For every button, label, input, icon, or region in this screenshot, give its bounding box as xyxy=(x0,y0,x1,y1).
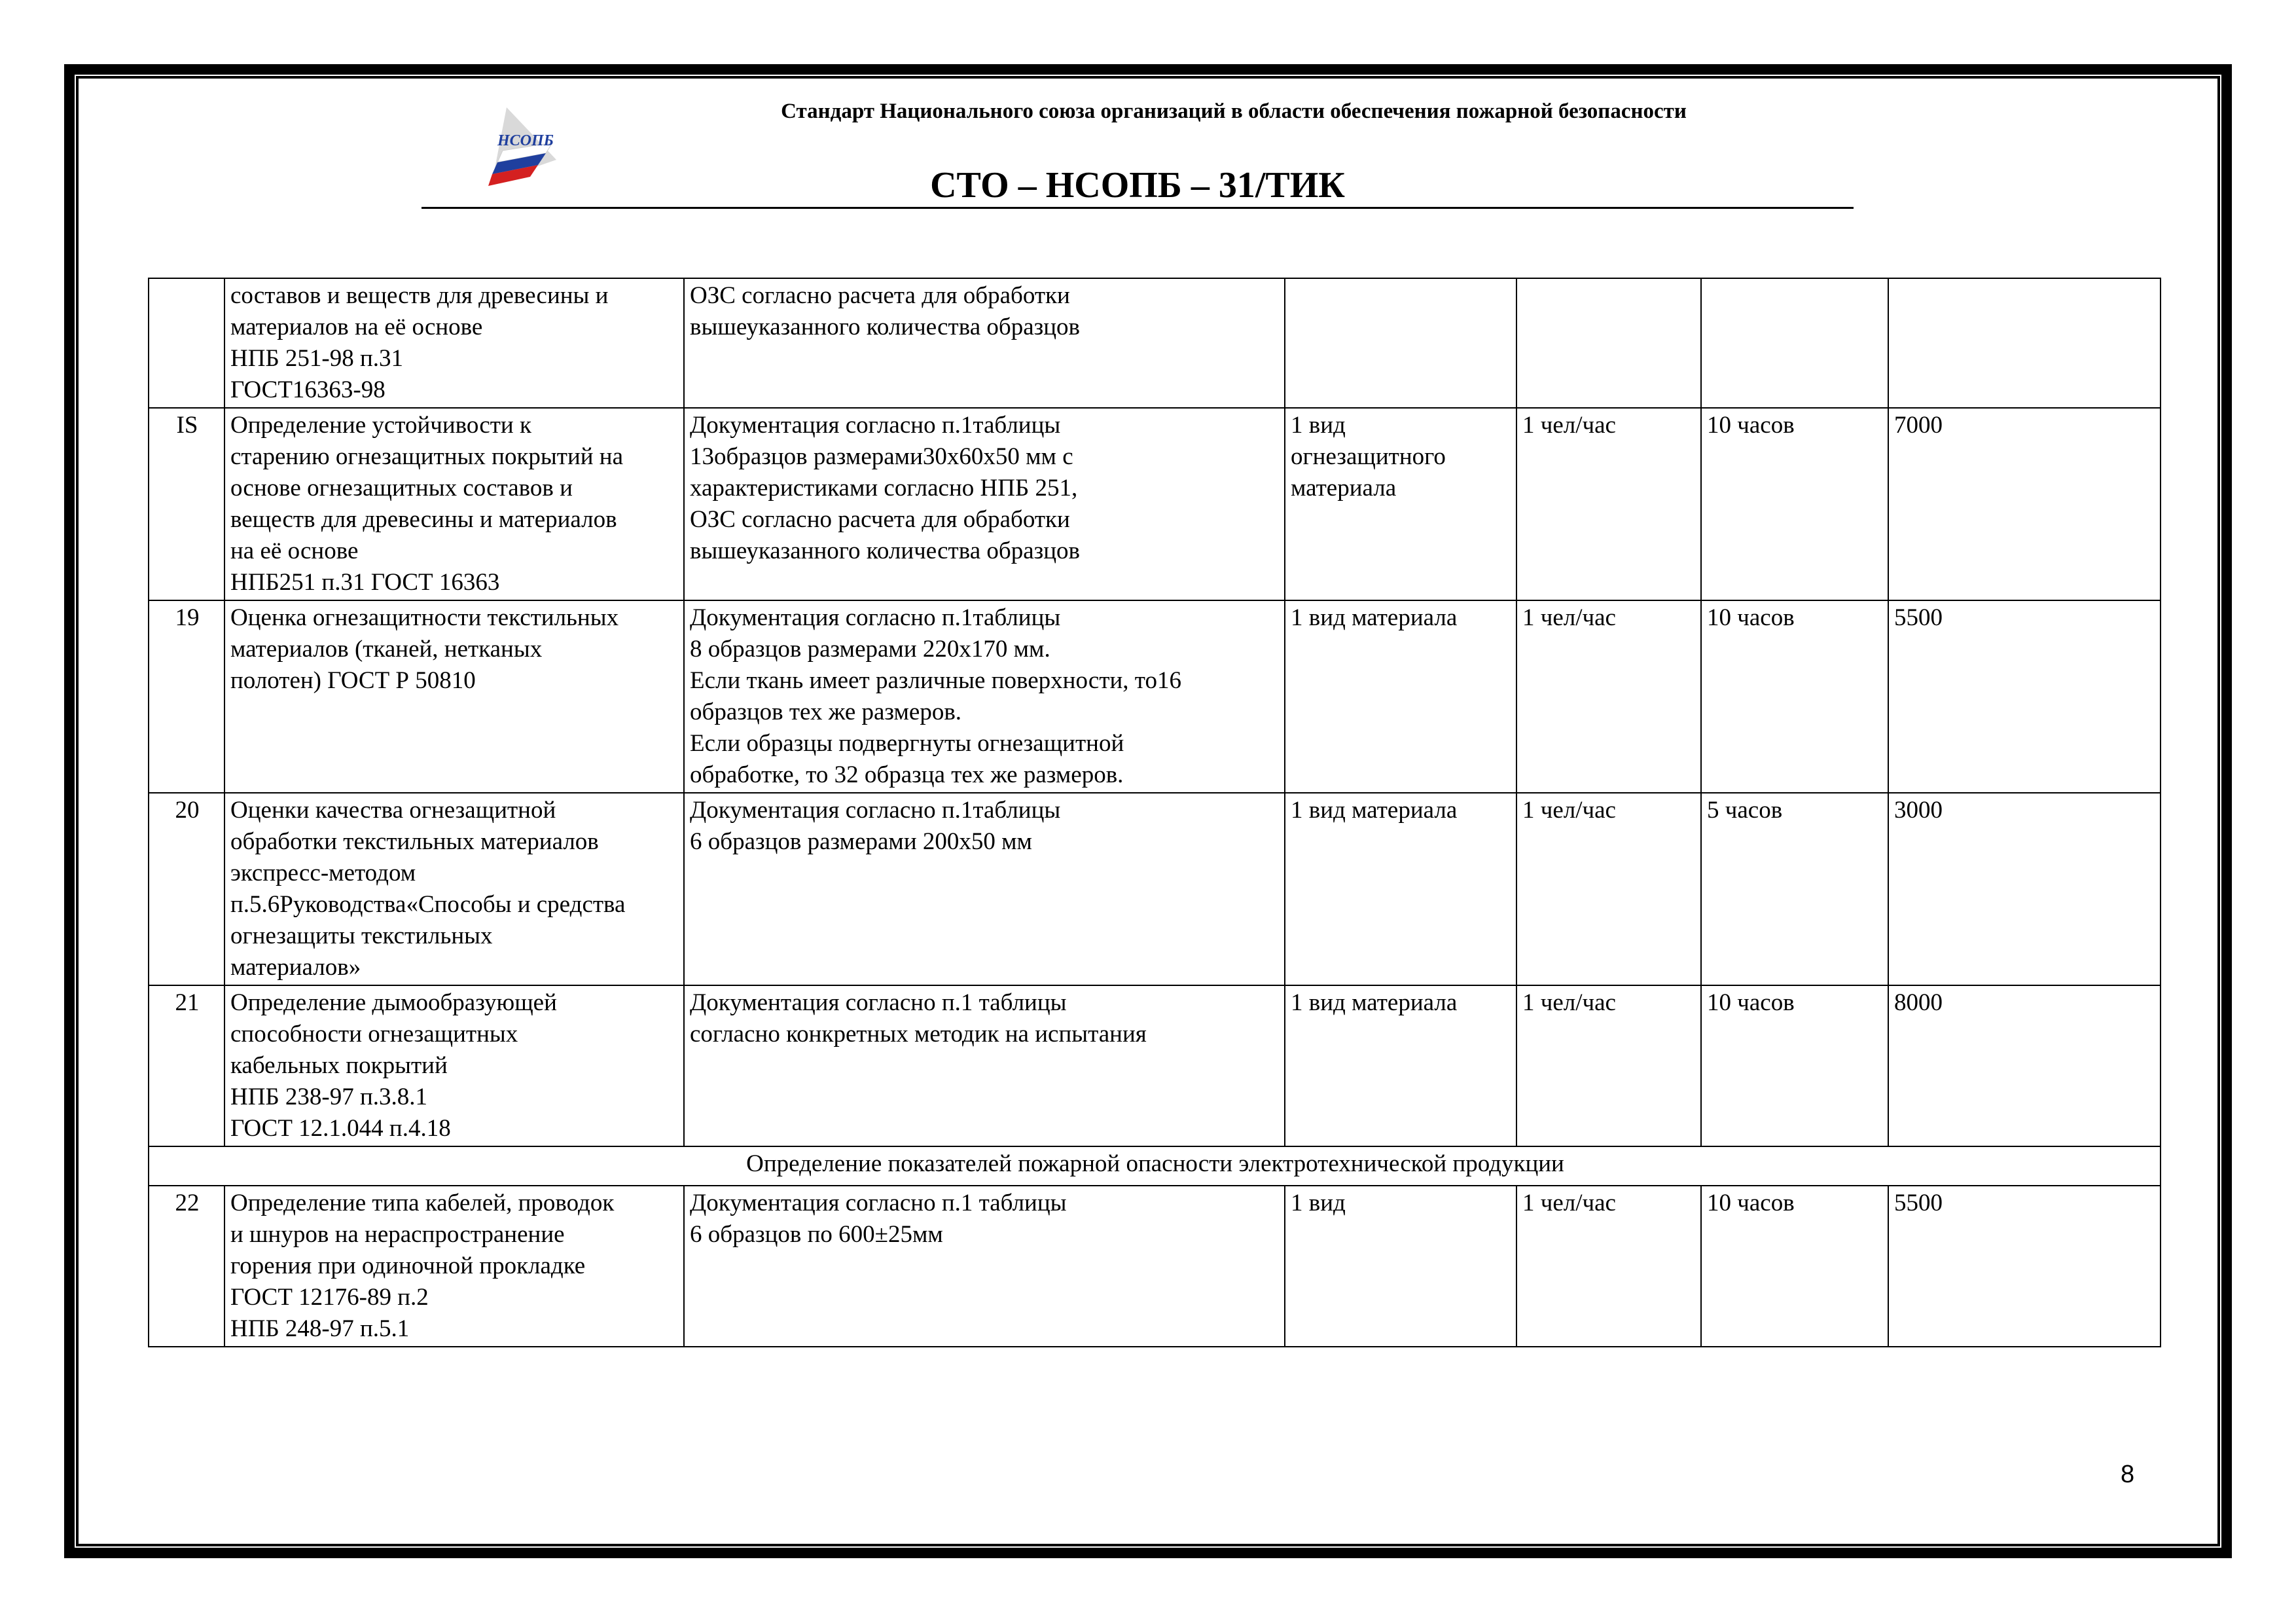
unit-cell xyxy=(1285,1186,1516,1347)
test-name-cell-line: горения при одиночной прокладке xyxy=(230,1252,586,1279)
price-cell: 5500 xyxy=(1888,600,2161,793)
labor-cell: 1 чел/час xyxy=(1516,600,1701,793)
documentation-cell-line: образцов тех же размеров. xyxy=(690,699,962,725)
section-title: Определение показателей пожарной опасности электротехнической продукции xyxy=(149,1146,2161,1186)
test-name-cell-line: экспресс-методом xyxy=(230,860,416,886)
documentation-cell-line: 13образцов размерами30х60х50 мм с xyxy=(690,443,1073,470)
row-number: 19 xyxy=(149,600,224,793)
price-cell: 8000 xyxy=(1888,985,2161,1146)
documentation-cell-line: ОЗС согласно расчета для обработки xyxy=(690,506,1070,533)
test-name-cell-line: Определение дымообразующей xyxy=(230,989,557,1016)
documentation-cell-line: согласно конкретных методик на испытания xyxy=(690,1021,1147,1048)
labor-cell: 1 чел/час xyxy=(1516,985,1701,1146)
test-name-cell-line: Определение типа кабелей, проводок xyxy=(230,1190,615,1216)
test-name-cell xyxy=(224,408,684,600)
unit-cell-line: 1 вид материала xyxy=(1291,604,1458,631)
test-name-cell-line: и шнуров на нераспространение xyxy=(230,1221,565,1248)
test-name-cell-line: веществ для древесины и материалов xyxy=(230,506,617,533)
test-name-cell-line: Оценка огнезащитности текстильных xyxy=(230,604,619,631)
test-name-cell-line: НПБ 251-98 п.31 xyxy=(230,345,404,372)
test-name-cell-line: огнезащиты текстильных xyxy=(230,922,493,949)
price-cell: 3000 xyxy=(1888,793,2161,985)
test-name-cell xyxy=(224,600,684,793)
price-cell: 7000 xyxy=(1888,408,2161,600)
row-number xyxy=(149,278,224,408)
documentation-cell-line: Документация согласно п.1 таблицы xyxy=(690,1190,1067,1216)
test-name-cell-line: ГОСТ 12.1.044 п.4.18 xyxy=(230,1115,451,1142)
logo-text: НСОПБ xyxy=(497,132,554,149)
price-cell: 5500 xyxy=(1888,1186,2161,1347)
price-cell xyxy=(1888,278,2161,408)
unit-cell xyxy=(1285,278,1516,408)
documentation-cell-line: обработке, то 32 образца тех же размеров. xyxy=(690,761,1124,788)
unit-cell-line: 1 вид xyxy=(1291,412,1346,439)
test-name-cell-line: полотен) ГОСТ Р 50810 xyxy=(230,667,476,694)
section-header-row xyxy=(149,1146,2161,1186)
duration-cell: 10 часов xyxy=(1701,600,1888,793)
unit-cell-line: 1 вид материала xyxy=(1291,989,1458,1016)
duration-cell xyxy=(1701,278,1888,408)
labor-cell: 1 чел/час xyxy=(1516,793,1701,985)
documentation-cell-line: вышеуказанного количества образцов xyxy=(690,314,1081,340)
documentation-cell-line: 6 образцов размерами 200х50 мм xyxy=(690,828,1032,855)
test-name-cell-line: ГОСТ16363-98 xyxy=(230,376,386,403)
test-name-cell-line: материалов» xyxy=(230,954,361,981)
row-number: 20 xyxy=(149,793,224,985)
documentation-cell-line: характеристиками согласно НПБ 251, xyxy=(690,475,1078,501)
documentation-cell-line: Документация согласно п.1таблицы xyxy=(690,412,1061,439)
labor-cell: 1 чел/час xyxy=(1516,408,1701,600)
unit-cell-line: 1 вид xyxy=(1291,1190,1346,1216)
test-name-cell-line: Определение устойчивости к xyxy=(230,412,531,439)
documentation-cell-line: 6 образцов по 600±25мм xyxy=(690,1221,943,1248)
test-name-cell-line: ГОСТ 12176-89 п.2 xyxy=(230,1284,429,1311)
test-name-cell-line: Оценки качества огнезащитной xyxy=(230,797,556,824)
documentation-cell-line: Если образцы подвергнуты огнезащитной xyxy=(690,730,1124,757)
header-divider xyxy=(422,207,1854,209)
labor-cell: 1 чел/час xyxy=(1516,1186,1701,1347)
documentation-cell xyxy=(684,793,1285,985)
unit-cell-line: материала xyxy=(1291,475,1397,501)
documentation-cell xyxy=(684,408,1285,600)
test-name-cell xyxy=(224,278,684,408)
documentation-cell-line: Если ткань имеет различные поверхности, то16 xyxy=(690,667,1181,694)
labor-cell xyxy=(1516,278,1701,408)
test-name-cell xyxy=(224,985,684,1146)
unit-cell xyxy=(1285,600,1516,793)
documentation-cell xyxy=(684,1186,1285,1347)
documentation-cell-line: Документация согласно п.1таблицы xyxy=(690,604,1061,631)
documentation-cell xyxy=(684,985,1285,1146)
table-row xyxy=(149,600,2161,793)
row-number: 22 xyxy=(149,1186,224,1347)
test-name-cell-line: материалов на её основе xyxy=(230,314,483,340)
table-row xyxy=(149,278,2161,408)
test-name-cell-line: НПБ 238-97 п.3.8.1 xyxy=(230,1084,428,1110)
test-name-cell-line: на её основе xyxy=(230,538,359,564)
documentation-cell xyxy=(684,278,1285,408)
test-name-cell-line: кабельных покрытий xyxy=(230,1052,448,1079)
test-name-cell-line: основе огнезащитных составов и xyxy=(230,475,573,501)
documentation-cell-line: 8 образцов размерами 220х170 мм. xyxy=(690,636,1050,663)
row-number: IS xyxy=(149,408,224,600)
unit-cell-line: 1 вид материала xyxy=(1291,797,1458,824)
table-row xyxy=(149,985,2161,1146)
table-row xyxy=(149,1186,2161,1347)
documentation-cell-line: Документация согласно п.1таблицы xyxy=(690,797,1061,824)
test-name-cell-line: материалов (тканей, нетканых xyxy=(230,636,543,663)
duration-cell: 10 часов xyxy=(1701,1186,1888,1347)
test-name-cell-line: составов и веществ для древесины и xyxy=(230,282,609,309)
org-title: Стандарт Национального союза организаций в области обеспечения пожарной безопасности xyxy=(781,100,1687,123)
duration-cell: 5 часов xyxy=(1701,793,1888,985)
test-name-cell-line: НПБ251 п.31 ГОСТ 16363 xyxy=(230,569,500,596)
price-table xyxy=(148,278,2161,1347)
documentation-cell-line: ОЗС согласно расчета для обработки xyxy=(690,282,1070,309)
duration-cell: 10 часов xyxy=(1701,985,1888,1146)
test-name-cell-line: старению огнезащитных покрытий на xyxy=(230,443,624,470)
table-row xyxy=(149,408,2161,600)
test-name-cell-line: способности огнезащитных xyxy=(230,1021,518,1048)
table-row xyxy=(149,793,2161,985)
test-name-cell xyxy=(224,1186,684,1347)
documentation-cell xyxy=(684,600,1285,793)
test-name-cell-line: НПБ 248-97 п.5.1 xyxy=(230,1315,410,1342)
test-name-cell-line: обработки текстильных материалов xyxy=(230,828,599,855)
unit-cell xyxy=(1285,985,1516,1146)
document-code: СТО – НСОПБ – 31/ТИК xyxy=(930,165,1345,206)
test-name-cell xyxy=(224,793,684,985)
duration-cell: 10 часов xyxy=(1701,408,1888,600)
test-name-cell-line: п.5.6Руководства«Способы и средства xyxy=(230,891,626,918)
unit-cell-line: огнезащитного xyxy=(1291,443,1446,470)
documentation-cell-line: вышеуказанного количества образцов xyxy=(690,538,1081,564)
row-number: 21 xyxy=(149,985,224,1146)
unit-cell xyxy=(1285,408,1516,600)
documentation-cell-line: Документация согласно п.1 таблицы xyxy=(690,989,1067,1016)
unit-cell xyxy=(1285,793,1516,985)
page-number: 8 xyxy=(2121,1461,2135,1488)
